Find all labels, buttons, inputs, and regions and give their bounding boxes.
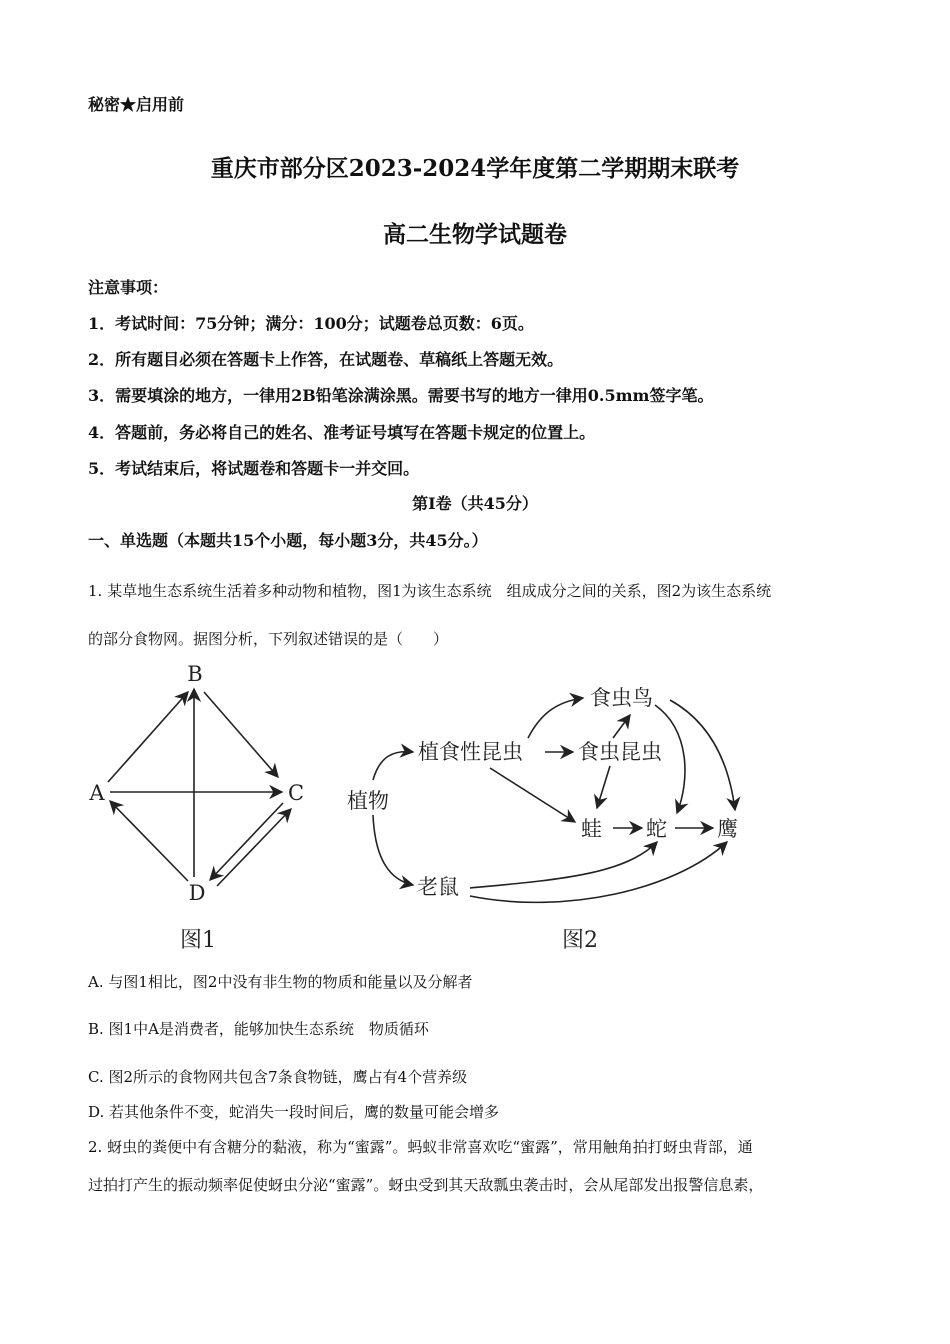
figure-1-caption: 图1 <box>180 928 216 953</box>
notes-heading: 注意事项： <box>88 278 169 297</box>
q1-stem-line1: 1. 某草地生态系统生活着多种动物和植物，图1为该生态系统 组成成分之间的关系，图2为该生态系统 <box>88 582 772 600</box>
figure-2-food-web <box>335 670 775 955</box>
node-eagle: 鹰 <box>717 817 738 841</box>
exam-title: 重庆市部分区2023-2024学年度第二学期期末联考 <box>210 155 740 182</box>
exam-subtitle: 高二生物学试题卷 <box>383 221 567 248</box>
note-item: 2．所有题目必须在答题卡上作答，在试题卷、草稿纸上答题无效。 <box>88 350 564 369</box>
node-mouse: 老鼠 <box>417 875 459 899</box>
node-snake: 蛇 <box>646 817 667 841</box>
note-item: 1．考试时间：75分钟；满分：100分；试题卷总页数：6页。 <box>88 314 534 333</box>
arrow-c-to-d <box>210 803 283 880</box>
q1-option-b: B. 图1中A是消费者，能够加快生态系统 物质循环 <box>88 1020 429 1038</box>
node-insectivore-bird: 食虫鸟 <box>590 686 653 710</box>
arrow-plant-to-herbivore <box>373 752 413 780</box>
volume-heading: 第Ⅰ卷（共45分） <box>412 494 538 513</box>
part-heading: 一、单选题（本题共15个小题，每小题3分，共45分。） <box>88 531 488 550</box>
arrow-b-to-c <box>204 692 278 777</box>
node-frog: 蛙 <box>581 817 602 841</box>
note-item: 3．需要填涂的地方，一律用2B铅笔涂满涂黑。需要书写的地方一律用0.5mm签字笔。 <box>88 386 714 405</box>
note-item: 4．答题前，务必将自己的姓名、准考证号填写在答题卡规定的位置上。 <box>88 423 596 442</box>
q1-stem-line2: 的部分食物网。据图分析，下列叙述错误的是（ ） <box>88 630 449 648</box>
q2-stem-line1: 2. 蚜虫的粪便中有含糖分的黏液，称为“蜜露”。蚂蚁非常喜欢吃“蜜露”，常用触角拍打蚜虫背部，通 <box>88 1138 753 1156</box>
node-a: A <box>89 781 105 805</box>
figure-1-diagram <box>80 655 320 955</box>
arrow-d-to-a <box>110 801 188 881</box>
node-plant: 植物 <box>347 789 389 813</box>
arrow-herbivore-to-bird <box>528 698 583 738</box>
arrow-mouse-to-snake <box>470 842 657 888</box>
note-item: 5．考试结束后，将试题卷和答题卡一并交回。 <box>88 459 420 478</box>
node-herbivore-insect: 植食性昆虫 <box>418 740 523 764</box>
arrow-plant-to-mouse <box>373 815 413 885</box>
arrow-herbivore-to-frog <box>490 768 575 822</box>
arrow-bird-to-eagle <box>670 700 735 810</box>
node-b: B <box>187 662 203 686</box>
q1-option-d: D. 若其他条件不变，蛇消失一段时间后，鹰的数量可能会增多 <box>88 1103 500 1121</box>
node-c: C <box>287 781 305 805</box>
confidential-label: 秘密★启用前 <box>88 95 185 114</box>
arrow-d-to-c <box>217 809 291 886</box>
q1-option-c: C. 图2所示的食物网共包含7条食物链，鹰占有4个营养级 <box>88 1068 468 1086</box>
arrow-a-to-b <box>108 692 188 782</box>
node-insectivore-insect: 食虫昆虫 <box>578 740 662 764</box>
figure-2-caption: 图2 <box>562 928 598 953</box>
arrow-insectivore-to-bird <box>613 715 630 738</box>
q1-option-a: A. 与图1相比，图2中没有非生物的物质和能量以及分解者 <box>88 973 473 991</box>
node-d: D <box>188 881 206 905</box>
q2-stem-line2: 过拍打产生的振动频率促使蚜虫分泌“蜜露”。蚜虫受到其天敌瓢虫袭击时，会从尾部发出报警信息素， <box>88 1176 764 1194</box>
arrow-insectivore-to-frog <box>597 766 610 808</box>
arrow-mouse-to-eagle <box>470 842 727 902</box>
